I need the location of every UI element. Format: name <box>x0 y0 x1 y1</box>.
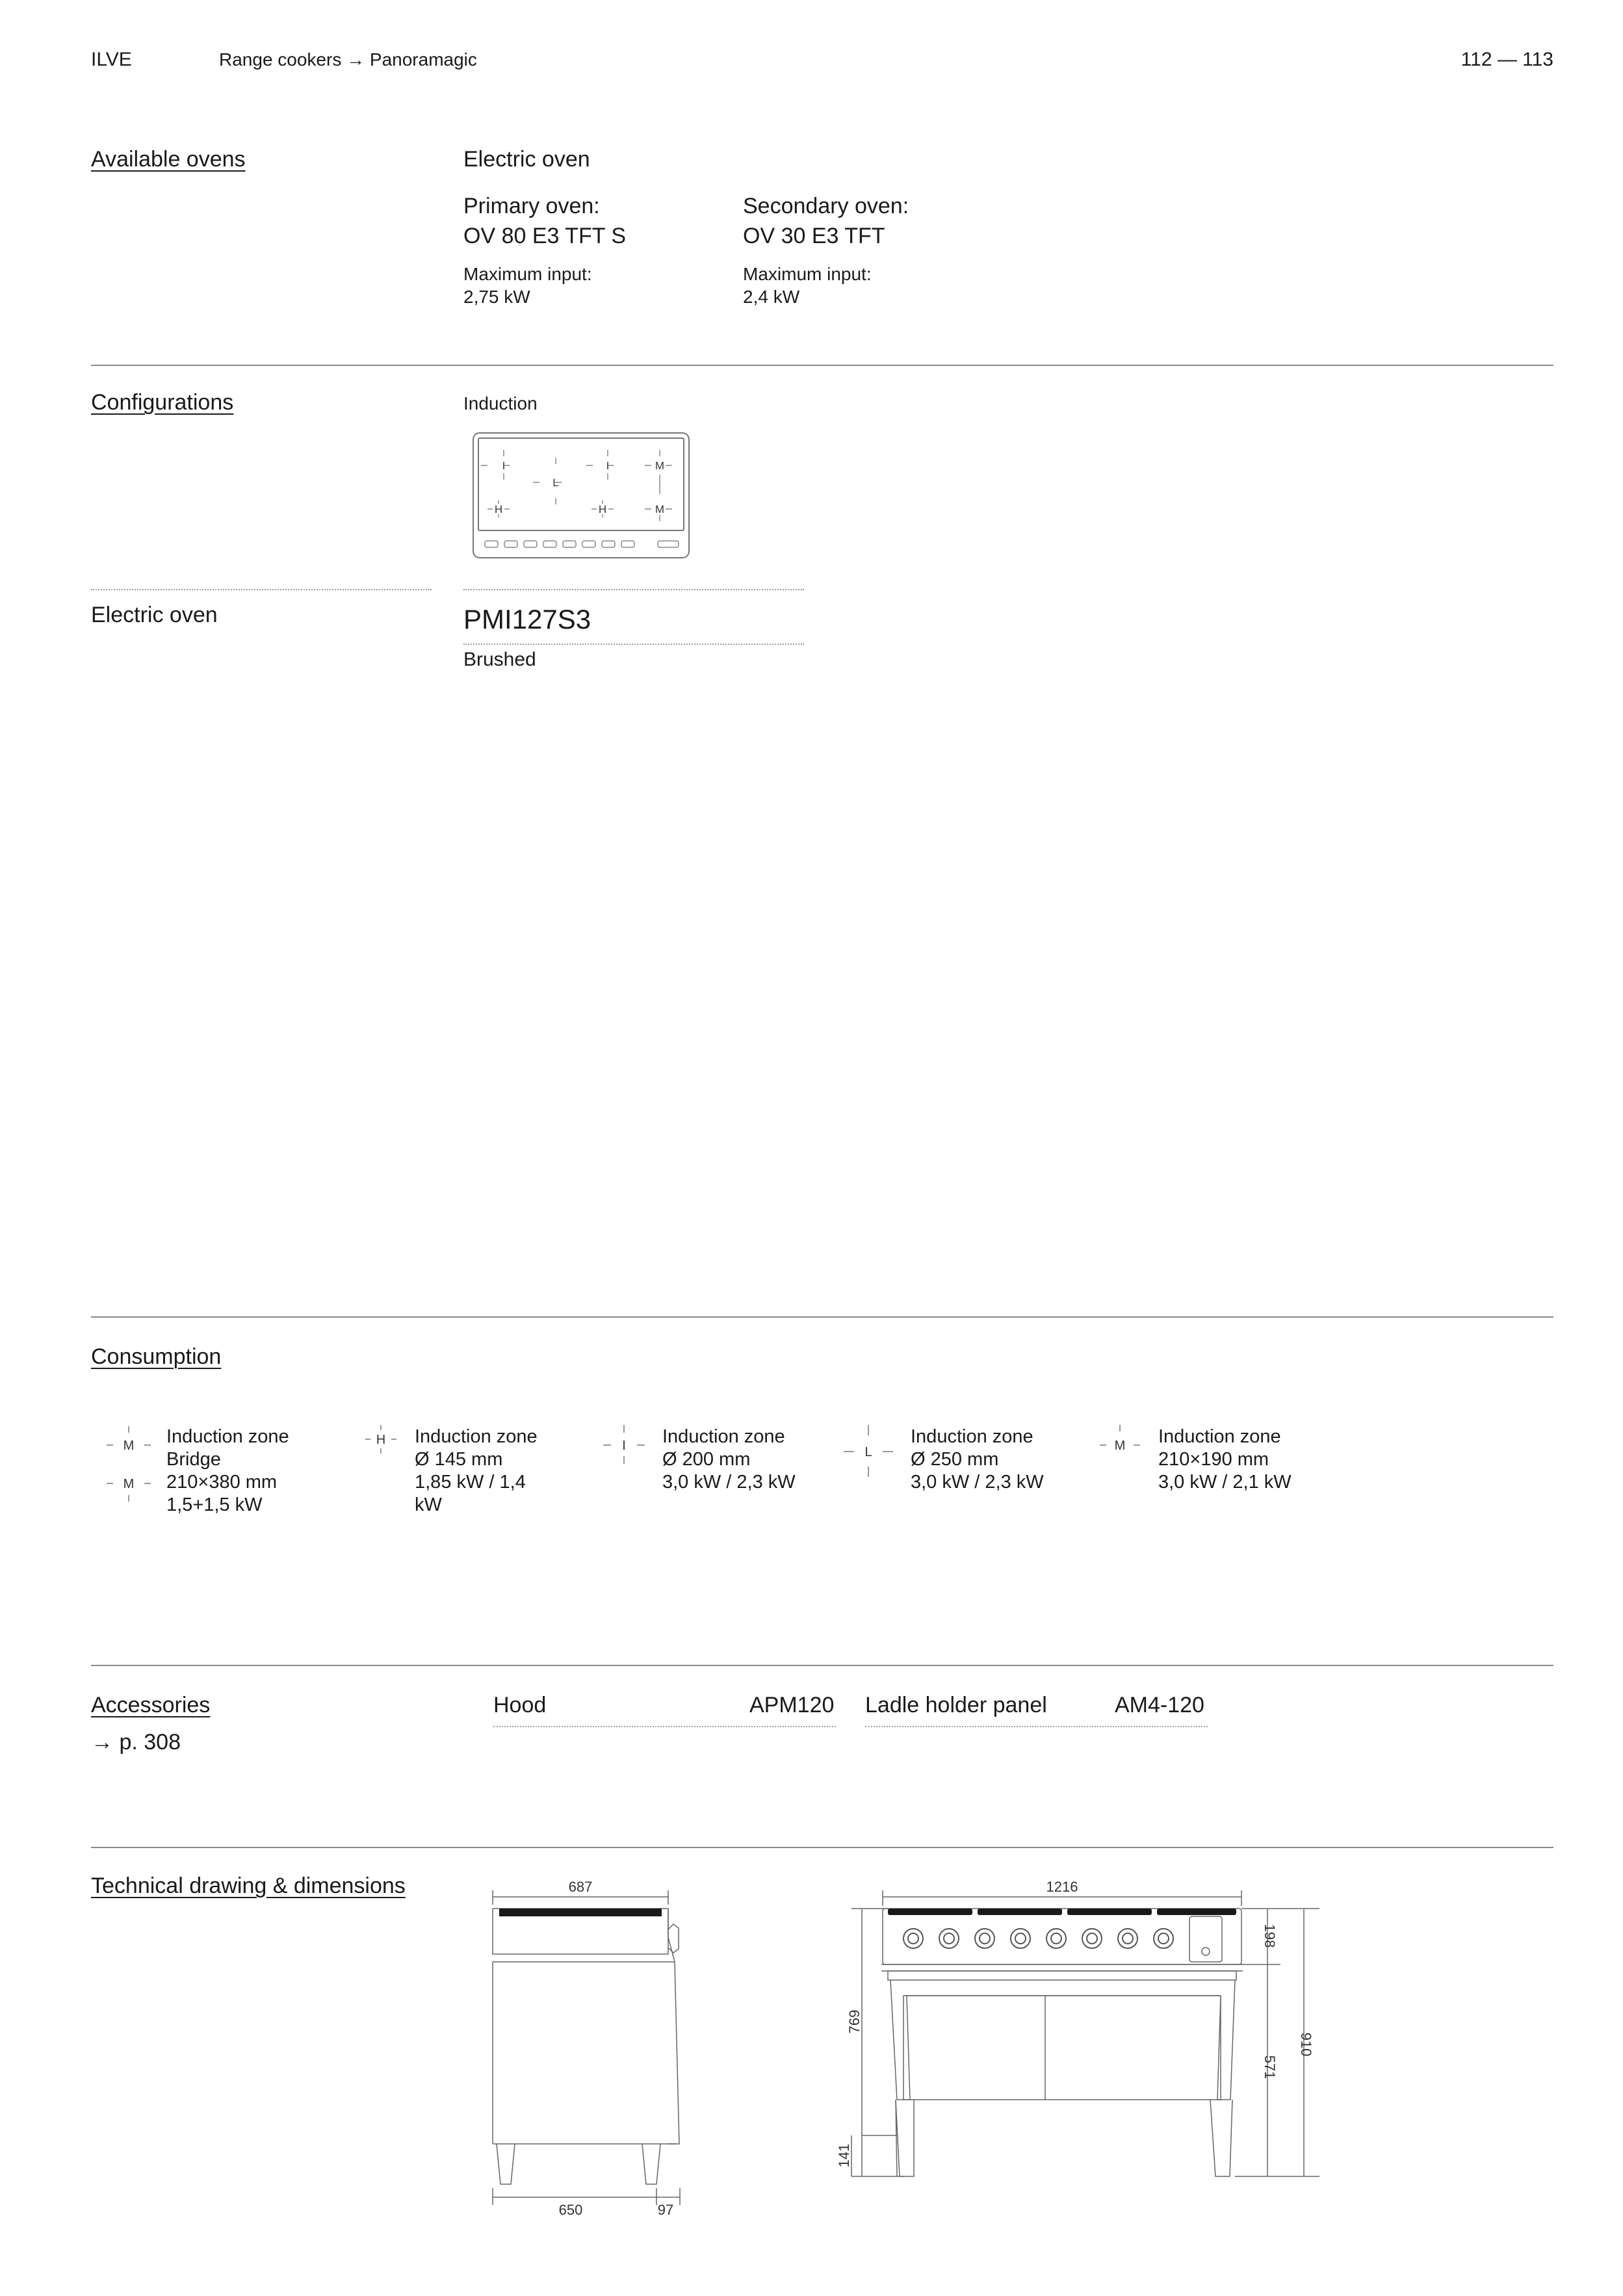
item-size: 210×190 mm <box>1158 1449 1269 1470</box>
item-label: Induction zone <box>662 1426 785 1447</box>
oven-type: Electric oven <box>463 147 590 172</box>
front-view-drawing <box>825 1872 1319 2210</box>
dotted-divider <box>463 644 804 645</box>
item-size: Ø 145 mm <box>415 1449 503 1470</box>
breadcrumb-panoramagic[interactable]: Panoramagic <box>369 49 477 70</box>
section-divider <box>91 1316 1553 1318</box>
zone-symbol: H <box>376 1433 386 1447</box>
dimension-side-base: 650 <box>558 2202 583 2218</box>
model-code: PMI127S3 <box>463 604 591 634</box>
consumption-item-l <box>911 1426 1044 1494</box>
dotted-divider <box>493 1726 836 1727</box>
zone-label-i-left: I <box>502 460 506 472</box>
zone-label-m-top: M <box>655 460 665 472</box>
dimension-front-width: 1216 <box>1046 1879 1078 1895</box>
bridge-zone-icon <box>104 1424 153 1508</box>
dimension-front-panel-height: 198 <box>1262 1924 1278 1948</box>
zone-symbol: I <box>622 1439 626 1453</box>
primary-oven-model: OV 80 E3 TFT S <box>463 224 627 248</box>
item-power: 3,0 kW / 2,3 kW <box>911 1472 1044 1493</box>
front-knobs <box>903 1929 1173 1948</box>
item-size: Bridge <box>166 1449 221 1470</box>
item-label: Induction zone <box>415 1426 538 1447</box>
cooktop-configuration-diagram <box>472 432 690 559</box>
zone-symbol: M <box>123 1477 135 1491</box>
accessory-hood-code: APM120 <box>749 1693 835 1717</box>
zone-label-i-right: I <box>606 460 610 472</box>
brand-name: ILVE <box>91 49 132 70</box>
breadcrumb-arrow-icon: → <box>346 49 365 70</box>
dimension-side-knob: 97 <box>657 2202 674 2218</box>
section-divider <box>91 1665 1553 1666</box>
zone-symbol: M <box>1114 1439 1126 1453</box>
dimension-front-upper-height: 769 <box>846 2009 863 2034</box>
item-power: 3,0 kW / 2,3 kW <box>662 1472 796 1493</box>
consumption-item-m <box>1158 1426 1292 1494</box>
section-title-configurations: Configurations <box>91 390 234 415</box>
section-title-technical-drawing: Technical drawing & dimensions <box>91 1873 406 1898</box>
primary-oven-label: Primary oven: <box>463 194 600 218</box>
accessories-page-link[interactable]: → p. 308 <box>91 1730 181 1755</box>
breadcrumb <box>219 48 477 72</box>
finish-name: Brushed <box>463 649 536 670</box>
item-power: 3,0 kW / 2,1 kW <box>1158 1472 1292 1493</box>
section-title-consumption: Consumption <box>91 1344 222 1369</box>
section-title-accessories: Accessories <box>91 1693 211 1717</box>
accessory-hood-name: Hood <box>493 1693 547 1717</box>
item-size: Ø 250 mm <box>911 1449 999 1470</box>
zone-l-icon <box>841 1424 896 1482</box>
item-power: 1,5+1,5 kW <box>166 1494 263 1515</box>
consumption-item-bridge <box>166 1426 289 1517</box>
zone-label-l: L <box>552 476 559 489</box>
config-row-label: Electric oven <box>91 603 218 627</box>
dimension-front-total-height: 910 <box>1298 2032 1314 2057</box>
cooktop-top-surface <box>499 1909 662 1916</box>
item-label: Induction zone <box>166 1426 289 1447</box>
cooktop-type: Induction <box>463 393 538 413</box>
item-label: Induction zone <box>911 1426 1033 1447</box>
dimension-front-body-height: 571 <box>1262 2055 1278 2080</box>
dotted-divider <box>91 589 432 590</box>
item-power: 1,85 kW / 1,4 <box>415 1472 526 1493</box>
zone-h-icon <box>363 1424 399 1456</box>
zone-symbol: L <box>864 1445 872 1459</box>
zone-m-icon <box>1097 1424 1143 1456</box>
breadcrumb-range-cookers[interactable]: Range cookers <box>219 49 342 70</box>
item-label: Induction zone <box>1158 1426 1281 1447</box>
zone-i-icon <box>601 1424 647 1469</box>
accessory-ladle-name: Ladle holder panel <box>865 1693 1047 1717</box>
primary-input-value: 2,75 kW <box>463 287 530 307</box>
dimension-front-leg-height: 141 <box>836 2143 852 2168</box>
section-divider <box>91 1847 1553 1848</box>
primary-input-label: Maximum input: <box>463 264 592 284</box>
zone-label-m-bottom: M <box>655 503 665 515</box>
secondary-oven-model: OV 30 E3 TFT <box>743 224 885 248</box>
front-top-grates <box>888 1909 1236 1915</box>
item-power-unit: kW <box>415 1494 442 1515</box>
consumption-item-i <box>662 1426 796 1494</box>
item-size: Ø 200 mm <box>662 1449 751 1470</box>
dotted-divider <box>463 589 804 590</box>
zone-symbol: M <box>123 1439 135 1453</box>
dotted-divider <box>865 1726 1208 1727</box>
secondary-input-label: Maximum input: <box>743 264 872 284</box>
secondary-input-value: 2,4 kW <box>743 287 800 307</box>
side-view-drawing <box>481 1872 695 2223</box>
secondary-oven-label: Secondary oven: <box>743 194 909 218</box>
item-dimensions: 210×380 mm <box>166 1472 278 1493</box>
zone-label-h-left: H <box>494 503 503 515</box>
section-title-available-ovens: Available ovens <box>91 147 246 172</box>
section-divider <box>91 365 1553 366</box>
dimension-side-width: 687 <box>568 1879 593 1895</box>
zone-label-h-right: H <box>598 503 607 515</box>
consumption-item-h <box>415 1426 538 1517</box>
page-numbers: 112 — 113 <box>1461 49 1553 70</box>
control-knobs-row <box>485 541 679 547</box>
accessory-ladle-code: AM4-120 <box>1115 1693 1204 1717</box>
